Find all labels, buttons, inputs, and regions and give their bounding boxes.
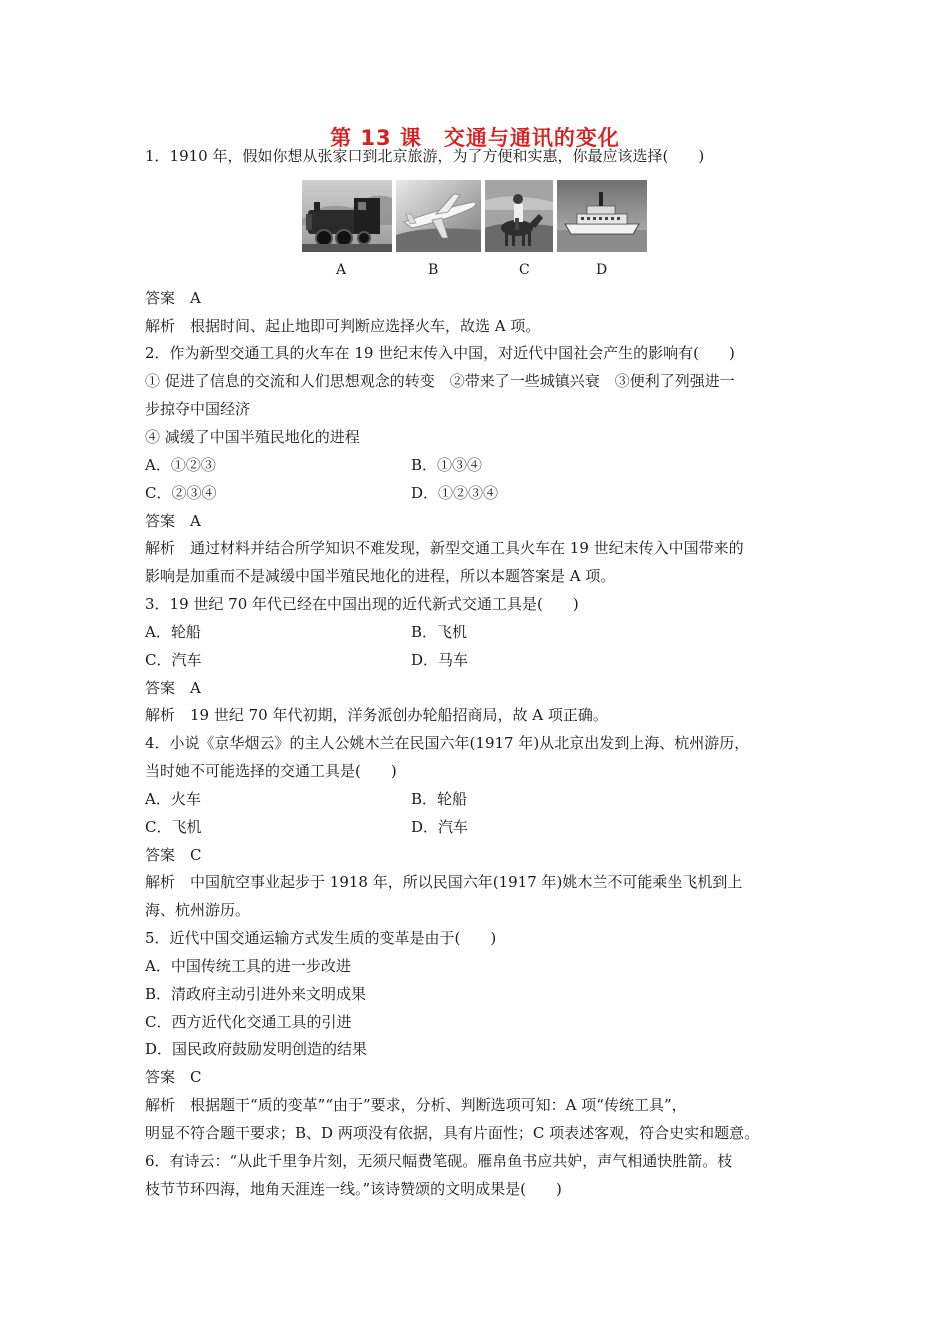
q2-option-a: A．①②③ xyxy=(145,456,216,474)
steamboat-photo xyxy=(557,180,647,252)
q1-caption-a: A xyxy=(336,262,347,278)
q2-statements-line1: ① 促进了信息的交流和人们思想观念的转变 ②带来了一些城镇兴衰 ③便利了列强进一 xyxy=(145,372,735,390)
q4-option-a: A．火车 xyxy=(145,790,201,808)
q4-analysis-line2: 海、杭州游历。 xyxy=(145,901,251,919)
q5-stem: 5．近代中国交通运输方式发生质的变革是由于( ) xyxy=(145,929,497,947)
q4-option-d: D．汽车 xyxy=(411,818,469,836)
q1-image-options xyxy=(302,180,647,252)
q1-caption-d: D xyxy=(596,262,608,278)
q5-option-d: D．国民政府鼓励发明创造的结果 xyxy=(145,1040,368,1058)
q3-stem: 3．19 世纪 70 年代已经在中国出现的近代新式交通工具是( ) xyxy=(145,595,579,613)
q3-analysis: 解析 19 世纪 70 年代初期，洋务派创办轮船招商局，故 A 项正确。 xyxy=(145,706,608,724)
q2-stem: 2．作为新型交通工具的火车在 19 世纪末传入中国，对近代中国社会产生的影响有( ) xyxy=(145,344,735,362)
q4-answer: 答案 C xyxy=(145,846,202,864)
q2-analysis-line2: 影响是加重而不是减缓中国半殖民地化的进程，所以本题答案是 A 项。 xyxy=(145,567,616,585)
q5-option-c: C．西方近代化交通工具的引进 xyxy=(145,1013,352,1031)
q5-analysis-line1: 解析 根据题干“质的变革”“由于”要求，分析、判断选项可知：A 项“传统工具”， xyxy=(145,1096,687,1114)
q3-option-c: C．汽车 xyxy=(145,651,202,669)
q4-stem-line1: 4．小说《京华烟云》的主人公姚木兰在民国六年(1917 年)从北京出发到上海、杭州游历， xyxy=(145,734,750,752)
q6-stem-line2: 枝节节环四海，地角天涯连一线。”该诗赞颂的文明成果是( ) xyxy=(145,1180,562,1198)
q2-analysis-line1: 解析 通过材料并结合所学知识不难发现，新型交通工具火车在 19 世纪末传入中国带来的 xyxy=(145,539,744,557)
q4-option-b: B．轮船 xyxy=(411,790,468,808)
q5-answer: 答案 C xyxy=(145,1068,202,1086)
train-photo xyxy=(302,180,392,252)
horse-rider-photo xyxy=(485,180,553,252)
lesson-title: 第 13 课 交通与通讯的变化 xyxy=(330,126,620,150)
q6-stem-line1: 6．有诗云：“从此千里争片刻，无须尺幅费笔砚。雁帛鱼书应共妒，声气相通快胜箭。枝 xyxy=(145,1152,733,1170)
q4-option-c: C．飞机 xyxy=(145,818,202,836)
q3-option-b: B．飞机 xyxy=(411,623,468,641)
q5-option-b: B．清政府主动引进外来文明成果 xyxy=(145,985,367,1003)
airplane-photo xyxy=(396,180,481,252)
q1-analysis: 解析 根据时间、起止地即可判断应选择火车，故选 A 项。 xyxy=(145,317,541,335)
q3-option-a: A．轮船 xyxy=(145,623,201,641)
q1-caption-c: C xyxy=(519,262,530,278)
q5-analysis-line2: 明显不符合题干要求；B、D 两项没有依据，具有片面性；C 项表述客观，符合史实和题意。 xyxy=(145,1124,760,1142)
q2-option-c: C．②③④ xyxy=(145,484,217,502)
q1-caption-b: B xyxy=(428,262,439,278)
q4-analysis-line1: 解析 中国航空事业起步于 1918 年，所以民国六年(1917 年)姚木兰不可能乘坐飞机到上 xyxy=(145,873,743,891)
q2-statements-line2: 步掠夺中国经济 xyxy=(145,400,251,418)
q2-answer: 答案 A xyxy=(145,512,201,530)
q2-statements-line3: ④ 减缓了中国半殖民地化的进程 xyxy=(145,428,360,446)
q3-answer: 答案 A xyxy=(145,679,201,697)
q1-stem: 1．1910 年，假如你想从张家口到北京旅游，为了方便和实惠，你最应该选择( ) xyxy=(145,147,705,165)
q1-answer: 答案 A xyxy=(145,289,201,307)
q2-option-b: B．①③④ xyxy=(411,456,483,474)
q2-option-d: D．①②③④ xyxy=(411,484,499,502)
q3-option-d: D．马车 xyxy=(411,651,469,669)
q4-stem-line2: 当时她不可能选择的交通工具是( ) xyxy=(145,762,397,780)
q5-option-a: A．中国传统工具的进一步改进 xyxy=(145,957,351,975)
